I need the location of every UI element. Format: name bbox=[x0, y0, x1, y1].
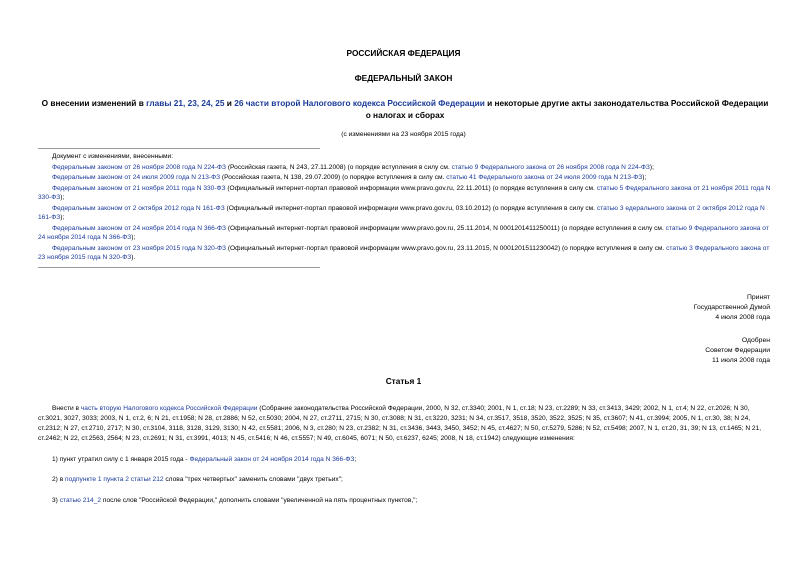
amendment-source: (Российская газета, N 138, 29.07.2009) (о порядке вступления в силу см. bbox=[220, 174, 447, 182]
amendment-law-link[interactable]: Федеральным законом от 2 октября 2012 года N 161-ФЗ bbox=[52, 204, 225, 212]
amendment-item bbox=[38, 224, 772, 243]
amendment-ref-link[interactable]: статью 3 едерального закона от 2 октября 2012 года N 161-ФЗ bbox=[38, 204, 765, 222]
amendments-header: Документ с изменениями, внесенными: bbox=[52, 153, 174, 160]
amendment-source: (Официальный интернет-портал правовой информации www.pravo.gov.ru, 22.11.2011) (о порядке вступления в силу см. bbox=[225, 184, 597, 192]
amendments-block bbox=[38, 148, 772, 268]
intro-text-pre: Внести в bbox=[52, 405, 81, 412]
country-heading: РОССИЙСКАЯ ФЕДЕРАЦИЯ bbox=[346, 48, 461, 58]
amendment-item bbox=[38, 173, 772, 183]
amendment-ref-link[interactable]: статью 9 Федерального закона от 26 ноября 2008 года N 224-ФЗ bbox=[451, 163, 650, 171]
item2-text-pre: 2) в bbox=[52, 476, 66, 484]
amendment-source: (Официальный интернет-портал правовой информации www.pravo.gov.ru, 03.10.2012) (о порядке вступления в силу см. bbox=[224, 204, 597, 212]
adoption-block bbox=[694, 293, 770, 323]
amendment-end: ). bbox=[131, 254, 136, 262]
top-divider bbox=[38, 148, 320, 149]
item2-article-link[interactable]: подпункте 1 пункта 2 статьи 212 bbox=[65, 476, 164, 484]
item3-article-link[interactable]: статью 214_2 bbox=[59, 497, 102, 505]
adopted-date: 4 июля 2008 года bbox=[715, 313, 770, 321]
approval-block bbox=[705, 336, 770, 366]
item3-text-post: после слов "Российской Федерации," дополнить словами "увеличенной на пять процентных пунктов,"; bbox=[101, 497, 418, 505]
amendment-ref-link[interactable]: статью 3 Федерального закона от 23 ноября 2015 года N 320-ФЗ bbox=[38, 244, 770, 262]
item2-text-post: слова "трех четвертых" заменить словами "двух третьих"; bbox=[163, 476, 343, 484]
item1-text-pre: 1) пункт утратил силу с 1 января 2015 года - bbox=[52, 455, 190, 463]
adopted-label: Принят bbox=[746, 294, 770, 301]
article-heading: Статья 1 bbox=[385, 376, 422, 386]
amendment-source: (Официальный интернет-портал правовой информации www.pravo.gov.ru, 25.11.2014, N 0001201411250011) (о порядке вступления в силу см. bbox=[226, 224, 666, 232]
amendment-source: (Официальный интернет-портал правовой информации www.pravo.gov.ru, 23.11.2015, N 0001201511230042) (о порядке вступления в силу см. bbox=[226, 244, 667, 252]
amendment-source: (Российская газета, N 243, 27.11.2008) (о порядке вступления в силу см. bbox=[226, 163, 452, 171]
item1-law-link[interactable]: Федеральный закон от 24 ноября 2014 года N 366-ФЗ bbox=[189, 455, 355, 463]
edition-note: (с изменениями на 23 ноября 2015 года) bbox=[341, 131, 466, 138]
amendment-law-link[interactable]: Федеральным законом от 23 ноября 2015 года N 320-ФЗ bbox=[52, 244, 227, 252]
amendment-end: ); bbox=[642, 174, 647, 182]
approved-label: Одобрен bbox=[741, 337, 770, 344]
law-title bbox=[38, 97, 772, 122]
article-body bbox=[38, 404, 772, 506]
amendment-ref-link[interactable]: статью 41 Федерального закона от 24 июля 2009 года N 213-ФЗ bbox=[446, 174, 643, 182]
amendment-law-link[interactable]: Федеральным законом от 26 ноября 2008 года N 224-ФЗ bbox=[52, 163, 227, 171]
title-link-chapters[interactable]: главы 21, 23, 24, 25 bbox=[146, 98, 225, 108]
item1-text-post: ; bbox=[354, 455, 357, 463]
amendment-ref-link[interactable]: статью 5 Федерального закона от 21 ноября 2011 года N 330-ФЗ bbox=[38, 184, 771, 202]
article-item-2 bbox=[38, 475, 772, 485]
amendment-end: ); bbox=[60, 194, 65, 202]
title-text-post: и некоторые другие акты законодательства Российской Федерации о налогах и сборах bbox=[365, 98, 769, 121]
amendment-item bbox=[38, 163, 772, 173]
amendment-item bbox=[38, 204, 772, 223]
tax-code-part-two-link[interactable]: часть вторую Налогового кодекса Российской Федерации bbox=[80, 405, 258, 412]
amendment-law-link[interactable]: Федеральным законом от 24 июля 2009 года N 213-ФЗ bbox=[52, 174, 221, 182]
amendment-ref-link[interactable]: статью 9 Федерального закона от 24 ноября 2014 года N 366-ФЗ bbox=[38, 224, 769, 242]
approved-body: Советом Федерации bbox=[705, 346, 770, 354]
title-text-pre: О внесении изменений в bbox=[41, 98, 147, 108]
bottom-divider bbox=[38, 267, 320, 268]
article-item-3 bbox=[38, 496, 772, 506]
amendment-end: ); bbox=[649, 163, 654, 171]
law-type-heading: ФЕДЕРАЛЬНЫЙ ЗАКОН bbox=[354, 73, 453, 83]
amendment-end: ); bbox=[60, 214, 65, 222]
adopted-body: Государственной Думой bbox=[693, 303, 770, 311]
title-link-tax-code[interactable]: 26 части второй Налогового кодекса Российской Федерации bbox=[234, 98, 485, 108]
amendment-item bbox=[38, 184, 772, 203]
article-item-1 bbox=[38, 455, 772, 465]
amendment-end: ); bbox=[131, 234, 136, 242]
approved-date: 11 июля 2008 года bbox=[712, 356, 770, 364]
amendment-item bbox=[38, 244, 772, 263]
amendment-law-link[interactable]: Федеральным законом от 21 ноября 2011 года N 330-ФЗ bbox=[52, 184, 226, 192]
article-intro bbox=[38, 404, 772, 444]
title-text-and: и bbox=[224, 98, 235, 108]
item3-text-pre: 3) bbox=[52, 497, 60, 505]
intro-text-post: (Собрание законодательства Российской Федерации, 2000, N 32, ст.3340; 2001, N 1, ст.18; N 23, ст.2289; N 33, ст.3413, 3429; 2002, N 1, ст.4; N 22, ст.2026; N 30, ст.3021, 3027, 3033; 2003, N 1, ст.2, 6; N 21, ст.1958; N 28, ст.2886; N 52, ст.5030; 2004, N 27, ст.2711, 2715; N 30, ст.3088; N 31, ст.3220, 3231; N 34, ст.3517, 3518, 3520, 3522, 3525; N 35, ст.3607; N 41, ст.3994; 2005, N 1, ст.30, 38; N 24, ст.2312; N 27, ст.2710, 2717; N 30, ст.3104, 3118, 3128, 3129, 3130; N 42, ст.5581; 2006, N 3, ст.280; N 23, ст.2382; N 31, ст.3436, 3443, 3450, 3452; N 45, ст.4627; N 50, ст.5279, 5286; N 52, ст.5498; 2007, N 1, ст.20, 31, 39; N 13, ст.1465; N 21, ст.2462; N 22, ст.2563, 2564; N 23, ст.2691; N 31, ст.3991, 4013; N 45, ст.5416; N 46, ст.5557; N 49, ст.6045, 6071; N 50, ст.6237, 6245; 2008, N 18, ст.1942) следующие изменения: bbox=[38, 405, 762, 442]
amendment-law-link[interactable]: Федеральным законом от 24 ноября 2014 года N 366-ФЗ bbox=[52, 224, 227, 232]
